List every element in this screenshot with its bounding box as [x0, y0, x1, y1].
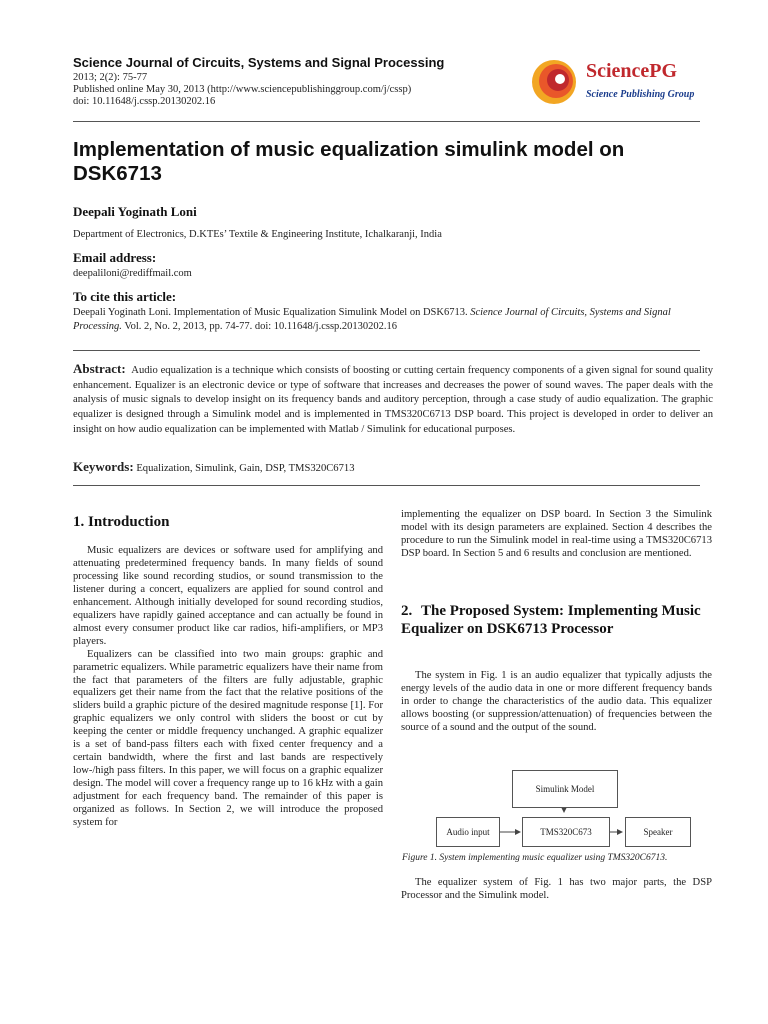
author-name: Deepali Yoginath Loni — [73, 204, 197, 219]
article-title: Implementation of music equalization simulink model on DSK6713 — [73, 138, 625, 185]
figure-1-caption: Figure 1. System implementing music equalizer using TMS320C6713. — [402, 853, 668, 863]
author-affiliation: Department of Electronics, D.KTEs’ Textile & Engineering Institute, Ichalkaranji, India — [73, 229, 442, 240]
sciencepg-logo-mark-icon — [528, 52, 584, 108]
dsp-box: TMS320C673 — [522, 817, 610, 847]
author-email[interactable]: deepaliloni@rediffmail.com — [73, 268, 192, 279]
abstract-text: Audio equalization is a technique which consists of boosting or cutting certain frequency components of a given signal for sound quality enhancement. Equalizer is an electronic device or type of software that increases and decreases the power of sound waves. The paper deals with the analysis of music signals to develop insight on its frequency bands and auditory perception, through a case study of audio equalization. The graphic equalizer is designed through a Simulink model and is implemented in TMS320C6713 DSP board. This project is developed in order to deliver an insight on how audio equalization can be implemented with Matlab / Simulink for educational purposes. — [73, 365, 713, 435]
header-rule — [73, 121, 700, 122]
intro-paragraph-1: Music equalizers are devices or software used for amplifying and attenuating predetermined frequency bands. In many fields of sound processing like sound recording studios, or sound transmission to the listener during a concert, equalizers are applied for sound control and enhancement. Although initially developed for sound recording studios, equalizers have rapidly gained acceptance and can actually be found in almost every consumer product like car radios, hifi-amplifiers, or MP3 players. — [73, 545, 383, 647]
email-heading: Email address: — [73, 250, 157, 265]
citation — [73, 306, 705, 333]
right-column-continued — [401, 509, 712, 561]
journal-title: Science Journal of Circuits, Systems and Signal Processing — [73, 55, 445, 70]
section-2-title: The Proposed System: Implementing Music Equalizer on DSK6713 Processor — [401, 603, 701, 637]
audio-input-box: Audio input — [436, 817, 500, 847]
intro-continued-paragraph: implementing the equalizer on DSP board. In Section 3 the Simulink model with its design parameters are explained. Section 4 describes the procedure to run the Simulink model in real-time using a TMS320C6713 DSP board. In Section 5 and 6 results and conclusion are mentioned. — [401, 509, 712, 559]
journal-doi: doi: 10.11648/j.cssp.20130202.16 — [73, 96, 216, 107]
left-column — [73, 545, 383, 830]
section-2-paragraph-1: The system in Fig. 1 is an audio equalizer that typically adjusts the energy levels of the audio data in one or more different frequency bands in order to change the characteristics of the audio data. This equalizer allows boosting (or suppression/attenuation) of frequencies between the source of a sound and the output of the sound. — [401, 670, 712, 733]
keywords — [73, 459, 355, 475]
logo-name: SciencePG — [586, 60, 678, 82]
abstract-top-rule — [73, 350, 700, 351]
figure-1-diagram — [430, 762, 710, 862]
publication-info: Published online May 30, 2013 (http://www.sciencepublishinggroup.com/j/cssp) — [73, 84, 412, 95]
speaker-box: Speaker — [625, 817, 691, 847]
section-2-number: 2. — [401, 603, 413, 619]
citation-journal: Science Journal of Circuits, Systems and Signal Processing. — [73, 307, 671, 332]
section-2-heading — [401, 602, 712, 638]
journal-volume: 2013; 2(2): 75-77 — [73, 72, 148, 83]
intro-paragraph-2: Equalizers can be classified into two main groups: graphic and parametric equalizers. While parametric equalizers have their name from the fact that parameters of the filters are fully adjustable, graphic equalizers get their name from the fact that the relative positions of the sliders build a graphic picture of the desired magnitude response [1]. For graphic equalizers we only control with sliders the boost or cut by keeping the center or middle frequency unchanged. A graphic equalizer is a set of band-pass filters each with fixed center frequency and a certain bandwidth, where the first and last bands are respectively low-/high pass filters. In this paper, we will focus on a graphic equalizer design. The model will cover a frequency range up to 16 kHz with a gain adjustment for each frequency band. The remainder of this paper is organized as follows. In Section 2, we will introduce the proposed system for — [73, 648, 383, 829]
citation-tail: Vol. 2, No. 2, 2013, pp. 74-77. doi: 10.11648/j.cssp.20130202.16 — [121, 320, 398, 332]
simulink-model-box: Simulink Model — [512, 770, 618, 808]
section-2-paragraph-2-block — [401, 877, 712, 903]
abstract — [73, 362, 713, 438]
keywords-text: Equalization, Simulink, Gain, DSP, TMS320C6713 — [136, 463, 355, 474]
sciencepg-logo — [528, 52, 708, 112]
section-2-paragraph-2: The equalizer system of Fig. 1 has two major parts, the DSP Processor and the Simulink model. — [401, 877, 712, 901]
logo-tagline: Science Publishing Group — [586, 89, 695, 100]
abstract-label: Abstract: — [73, 361, 126, 376]
section-2-paragraph-1-block — [401, 670, 712, 735]
abstract-bottom-rule — [73, 485, 700, 486]
cite-heading: To cite this article: — [73, 289, 177, 304]
keywords-label: Keywords: — [73, 459, 134, 474]
intro-heading: 1. Introduction — [73, 514, 170, 530]
citation-plain: Deepali Yoginath Loni. Implementation of Music Equalization Simulink Model on DSK6713. — [73, 307, 471, 318]
